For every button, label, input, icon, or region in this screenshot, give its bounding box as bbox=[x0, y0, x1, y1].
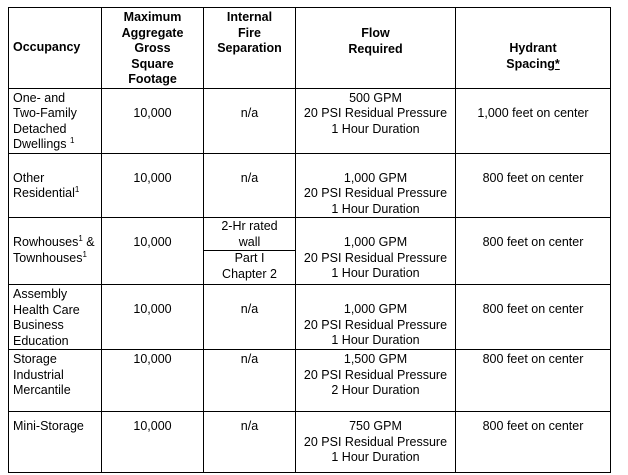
table-row bbox=[9, 412, 611, 473]
separation-cell: n/a bbox=[204, 88, 296, 153]
occupancy-cell: Other Residential$^1$ bbox=[9, 153, 102, 218]
separation-bottom: Part I Chapter 2 bbox=[222, 251, 277, 281]
header-flow-required: Flow Required bbox=[296, 8, 456, 89]
table-row bbox=[9, 350, 611, 412]
spacing-cell: 1,000 feet on center bbox=[456, 88, 611, 153]
occupancy-cell: One- and Two-Family Detached Dwellings $^1$ bbox=[9, 88, 102, 153]
table-row bbox=[9, 88, 611, 153]
separation-top: 2-Hr rated wall bbox=[204, 218, 295, 251]
footage-cell: 10,000 bbox=[102, 218, 204, 285]
table-row bbox=[9, 218, 611, 285]
table-row bbox=[9, 285, 611, 350]
footage-cell: 10,000 bbox=[102, 285, 204, 350]
spacing-cell: 800 feet on center bbox=[456, 350, 611, 412]
footnote-marker: 1 bbox=[82, 249, 87, 259]
fire-flow-requirements-table bbox=[8, 7, 611, 473]
header-internal-fire-separation: Internal Fire Separation bbox=[204, 8, 296, 89]
occupancy-cell: Assembly Health Care Business Education bbox=[9, 285, 102, 350]
table-row bbox=[9, 153, 611, 218]
header-hydrant-spacing: Hydrant Spacing* bbox=[456, 8, 611, 89]
separation-cell: n/a bbox=[204, 412, 296, 473]
occupancy-cell: Storage Industrial Mercantile bbox=[9, 350, 102, 412]
spacing-cell: 800 feet on center bbox=[456, 153, 611, 218]
flow-cell: 1,500 GPM 20 PSI Residual Pressure 2 Hour Duration bbox=[296, 350, 456, 412]
spacing-cell: 800 feet on center bbox=[456, 412, 611, 473]
separation-cell bbox=[204, 218, 296, 285]
footnote-asterisk: * bbox=[554, 56, 560, 71]
flow-cell: 500 GPM 20 PSI Residual Pressure 1 Hour Duration bbox=[296, 88, 456, 153]
footage-cell: 10,000 bbox=[102, 88, 204, 153]
flow-cell: 1,000 GPM 20 PSI Residual Pressure 1 Hour Duration bbox=[296, 153, 456, 218]
occupancy-cell: Mini-Storage bbox=[9, 412, 102, 473]
flow-cell: 750 GPM 20 PSI Residual Pressure 1 Hour Duration bbox=[296, 412, 456, 473]
footage-cell: 10,000 bbox=[102, 412, 204, 473]
footnote-marker: 1 bbox=[78, 233, 83, 243]
separation-cell: n/a bbox=[204, 153, 296, 218]
header-row bbox=[9, 8, 611, 89]
separation-cell: n/a bbox=[204, 350, 296, 412]
occupancy-cell: Rowhouses$^1$ & Townhouses$^1$ bbox=[9, 218, 102, 285]
footnote-marker: 1 bbox=[69, 135, 75, 145]
footnote-marker: 1 bbox=[74, 184, 80, 194]
flow-cell: 1,000 GPM 20 PSI Residual Pressure 1 Hour Duration bbox=[296, 285, 456, 350]
footage-cell: 10,000 bbox=[102, 153, 204, 218]
footage-cell: 10,000 bbox=[102, 350, 204, 412]
flow-cell: 1,000 GPM 20 PSI Residual Pressure 1 Hour Duration bbox=[296, 218, 456, 285]
header-occupancy: Occupancy bbox=[9, 8, 102, 89]
spacing-cell: 800 feet on center bbox=[456, 218, 611, 285]
header-max-footage: Maximum Aggregate Gross Square Footage bbox=[102, 8, 204, 89]
spacing-cell: 800 feet on center bbox=[456, 285, 611, 350]
separation-cell: n/a bbox=[204, 285, 296, 350]
